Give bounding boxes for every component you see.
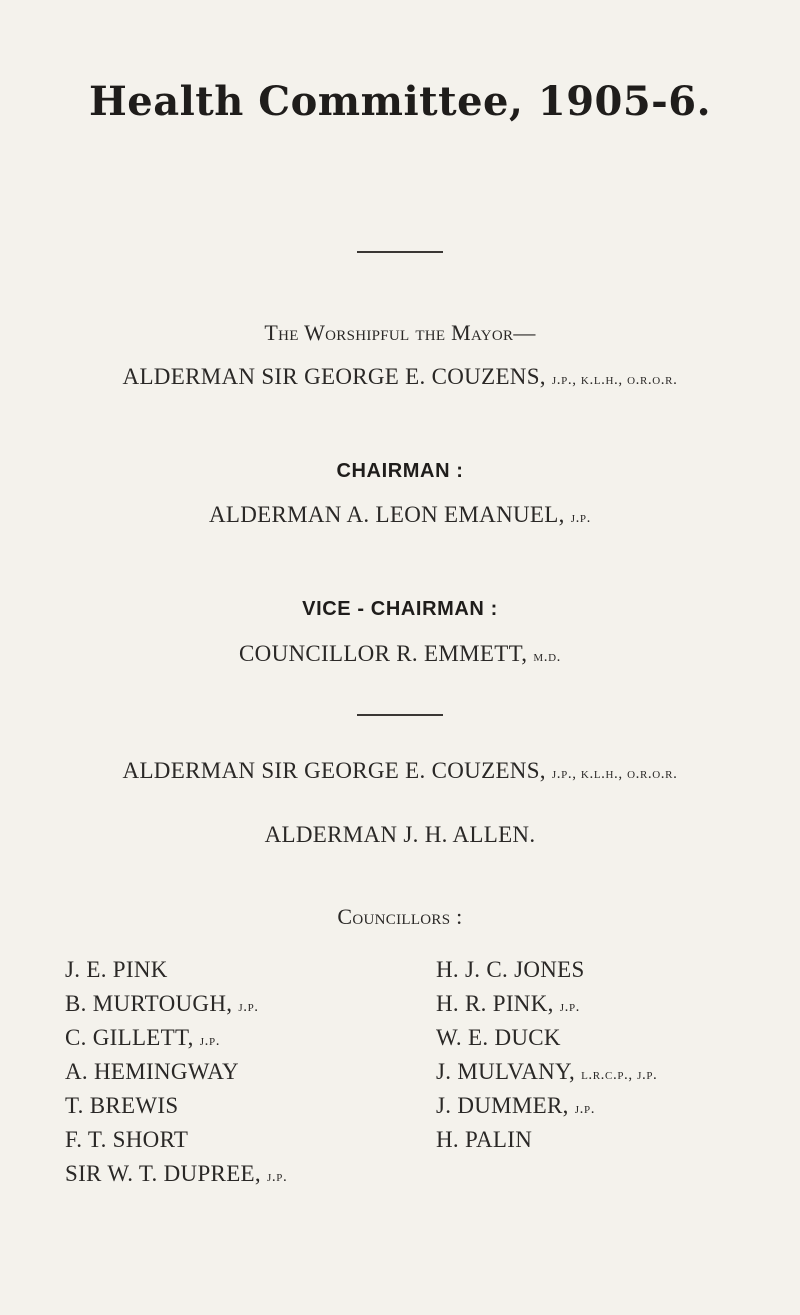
councillor-name: A. HEMINGWAY bbox=[65, 1059, 239, 1084]
councillor-honours: l.r.c.p., j.p. bbox=[581, 1067, 658, 1083]
councillor-entry bbox=[436, 1089, 657, 1123]
chairman-name-line bbox=[0, 502, 800, 528]
alderman-line bbox=[0, 758, 800, 784]
councillors-left-column bbox=[65, 953, 287, 1191]
mayor-label: The Worshipful the Mayor— bbox=[264, 320, 536, 345]
councillors-right-column bbox=[436, 953, 657, 1157]
divider-rule bbox=[357, 714, 443, 716]
councillor-honours: j.p. bbox=[559, 999, 581, 1015]
councillor-name: H. R. PINK, bbox=[436, 991, 554, 1016]
councillor-entry bbox=[65, 1089, 287, 1123]
councillor-entry bbox=[65, 987, 287, 1021]
councillor-entry bbox=[65, 1123, 287, 1157]
councillor-name: J. DUMMER, bbox=[436, 1093, 569, 1118]
vice-chairman-label: VICE - CHAIRMAN : bbox=[302, 598, 498, 620]
chairman-label: CHAIRMAN : bbox=[336, 460, 464, 482]
councillor-entry bbox=[65, 1055, 287, 1089]
chairman-name: ALDERMAN A. LEON EMANUEL, bbox=[208, 502, 565, 527]
councillor-entry bbox=[436, 1123, 657, 1157]
councillor-entry bbox=[436, 1021, 657, 1055]
mayor-name-line bbox=[0, 364, 800, 390]
councillor-honours: j.p. bbox=[199, 1033, 221, 1049]
councillors-label: Councillors : bbox=[337, 904, 463, 929]
chairman-honours: j.p. bbox=[570, 510, 592, 526]
councillor-name: F. T. SHORT bbox=[65, 1127, 189, 1152]
councillor-name: T. BREWIS bbox=[65, 1093, 179, 1118]
councillor-name: J. MULVANY, bbox=[436, 1059, 576, 1084]
vice-chairman-honours: m.d. bbox=[533, 649, 561, 665]
alderman-name: ALDERMAN J. H. ALLEN. bbox=[264, 822, 536, 847]
councillor-name: J. E. PINK bbox=[65, 957, 168, 982]
councillor-name: B. MURTOUGH, bbox=[65, 991, 233, 1016]
councillor-entry bbox=[65, 1157, 287, 1191]
alderman-honours: j.p., k.l.h., o.r.o.r. bbox=[551, 766, 678, 782]
councillor-name: C. GILLETT, bbox=[65, 1025, 194, 1050]
councillor-honours: j.p. bbox=[267, 1169, 288, 1185]
councillor-entry bbox=[65, 953, 287, 987]
divider-rule bbox=[357, 251, 443, 253]
mayor-name: ALDERMAN SIR GEORGE E. COUZENS, bbox=[122, 364, 546, 389]
vice-chairman-name: COUNCILLOR R. EMMETT, bbox=[239, 641, 528, 666]
councillor-name: H. PALIN bbox=[436, 1127, 533, 1152]
alderman-name: ALDERMAN SIR GEORGE E. COUZENS, bbox=[122, 758, 546, 783]
councillor-entry bbox=[436, 987, 657, 1021]
councillor-entry bbox=[436, 1055, 657, 1089]
councillor-name: W. E. DUCK bbox=[436, 1025, 561, 1050]
councillor-name: H. J. C. JONES bbox=[436, 957, 585, 982]
councillor-honours: j.p. bbox=[574, 1101, 596, 1117]
mayor-honours: j.p., k.l.h., o.r.o.r. bbox=[551, 372, 678, 388]
councillor-entry bbox=[65, 1021, 287, 1055]
vice-chairman-name-line bbox=[0, 641, 800, 667]
councillor-name: SIR W. T. DUPREE, bbox=[65, 1161, 261, 1186]
councillor-entry bbox=[436, 953, 657, 987]
alderman-line bbox=[0, 822, 800, 848]
page-title: Health Committee, 1905-6. bbox=[88, 78, 712, 125]
councillor-honours: j.p. bbox=[238, 999, 259, 1015]
